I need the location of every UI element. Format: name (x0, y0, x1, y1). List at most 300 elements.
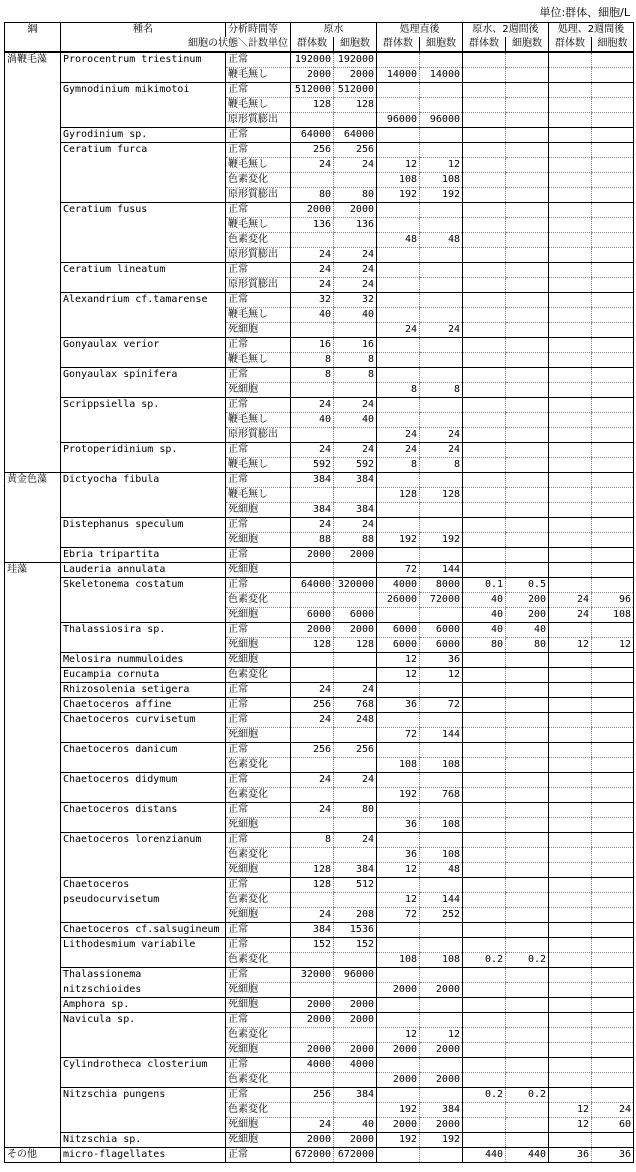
count-cell (463, 908, 506, 923)
count-cell (463, 413, 506, 428)
species-name-cell (61, 608, 226, 623)
count-cell (420, 518, 463, 533)
count-cell: 384 (291, 923, 334, 938)
cell-state-cell: 鞭毛無し (226, 458, 291, 473)
cell-state-cell: 色素変化 (226, 173, 291, 188)
table-row (5, 338, 634, 353)
count-cell (592, 1058, 634, 1073)
species-name-cell (61, 173, 226, 188)
count-cell (377, 878, 420, 893)
species-name-cell (61, 413, 226, 428)
count-cell: 24 (334, 263, 377, 278)
count-cell: 24 (291, 713, 334, 728)
count-cell (377, 278, 420, 293)
class-cell (5, 758, 61, 773)
class-cell (5, 488, 61, 503)
count-cell: 14000 (420, 68, 463, 83)
count-cell: 2000 (420, 1073, 463, 1088)
class-cell (5, 143, 61, 158)
class-cell (5, 728, 61, 743)
class-cell (5, 428, 61, 443)
count-cell (420, 1058, 463, 1073)
count-cell (420, 683, 463, 698)
count-cell: 40 (506, 623, 549, 638)
count-cell: 512 (334, 878, 377, 893)
count-cell: 208 (334, 908, 377, 923)
count-cell (463, 113, 506, 128)
cell-state-cell: 正常 (226, 698, 291, 713)
class-cell (5, 608, 61, 623)
table-row (5, 173, 634, 188)
cell-state-cell: 正常 (226, 1088, 291, 1103)
count-cell: 384 (334, 863, 377, 878)
class-cell: 珪藻 (5, 563, 61, 578)
count-cell (463, 863, 506, 878)
count-cell (463, 248, 506, 263)
table-row (5, 713, 634, 728)
count-cell: 16 (334, 338, 377, 353)
table-row (5, 233, 634, 248)
species-name-cell: Ceratium fusus (61, 203, 226, 218)
count-cell (549, 983, 592, 998)
count-cell: 24 (291, 278, 334, 293)
cell-state-cell: 正常 (226, 338, 291, 353)
class-cell (5, 368, 61, 383)
class-cell (5, 98, 61, 113)
count-cell (377, 1088, 420, 1103)
class-cell (5, 893, 61, 908)
class-cell (5, 788, 61, 803)
class-cell (5, 998, 61, 1013)
table-row (5, 98, 634, 113)
count-cell: 48 (377, 233, 420, 248)
count-cell: 2000 (334, 998, 377, 1013)
class-cell (5, 638, 61, 653)
species-name-cell: Rhizosolenia setigera (61, 683, 226, 698)
count-cell (506, 1118, 549, 1133)
species-name-cell: Ceratium furca (61, 143, 226, 158)
count-cell: 12 (549, 1103, 592, 1118)
cell-state-cell: 死細胞 (226, 863, 291, 878)
count-cell (549, 128, 592, 143)
count-cell: 2000 (291, 548, 334, 563)
count-cell (377, 52, 420, 68)
cell-state-cell: 死細胞 (226, 383, 291, 398)
count-cell (463, 428, 506, 443)
count-cell: 256 (334, 743, 377, 758)
class-cell (5, 158, 61, 173)
count-cell (506, 848, 549, 863)
count-cell (377, 83, 420, 98)
count-cell (549, 278, 592, 293)
species-name-cell (61, 503, 226, 518)
count-cell (377, 713, 420, 728)
count-cell: 6000 (420, 623, 463, 638)
count-cell (506, 398, 549, 413)
cell-state-cell: 色素変化 (226, 758, 291, 773)
count-cell (420, 938, 463, 953)
count-cell: 12 (420, 1028, 463, 1043)
count-cell: 96000 (420, 113, 463, 128)
count-cell (506, 1043, 549, 1058)
count-cell: 12 (592, 638, 634, 653)
count-cell (463, 773, 506, 788)
cell-state-cell: 色素変化 (226, 1028, 291, 1043)
cell-state-cell: 鞭毛無し (226, 68, 291, 83)
count-cell (592, 383, 634, 398)
count-cell (377, 608, 420, 623)
species-name-cell (61, 248, 226, 263)
count-cell (463, 878, 506, 893)
count-cell (420, 923, 463, 938)
count-cell (420, 1148, 463, 1163)
count-cell (549, 653, 592, 668)
count-cell (592, 818, 634, 833)
species-name-cell (61, 908, 226, 923)
count-cell (549, 52, 592, 68)
table-row (5, 893, 634, 908)
count-cell: 768 (334, 698, 377, 713)
count-cell: 192 (420, 1133, 463, 1148)
count-cell: 24 (334, 518, 377, 533)
count-cell (506, 158, 549, 173)
count-cell (549, 68, 592, 83)
count-cell (463, 893, 506, 908)
count-cell (549, 758, 592, 773)
count-cell (506, 653, 549, 668)
count-cell (549, 818, 592, 833)
count-cell: 14000 (377, 68, 420, 83)
count-cell: 36 (592, 1148, 634, 1163)
count-cell (549, 353, 592, 368)
count-cell: 192 (377, 788, 420, 803)
count-cell (549, 683, 592, 698)
count-cell: 24 (334, 278, 377, 293)
class-cell (5, 203, 61, 218)
count-cell (549, 218, 592, 233)
count-cell (377, 353, 420, 368)
count-cell (549, 308, 592, 323)
count-cell: 136 (291, 218, 334, 233)
count-cell (592, 548, 634, 563)
count-cell (506, 1028, 549, 1043)
count-cell (506, 458, 549, 473)
count-cell (506, 308, 549, 323)
count-cell: 0.2 (463, 953, 506, 968)
count-cell: 440 (506, 1148, 549, 1163)
count-cell: 128 (291, 98, 334, 113)
cell-state-cell: 正常 (226, 203, 291, 218)
count-cell: 6000 (420, 638, 463, 653)
table-row (5, 113, 634, 128)
count-cell (549, 533, 592, 548)
analysis-header: 分析時間等 (226, 23, 291, 38)
class-cell (5, 1013, 61, 1028)
count-cell (506, 893, 549, 908)
species-name-cell (61, 323, 226, 338)
count-cell: 24 (291, 398, 334, 413)
count-cell (506, 413, 549, 428)
count-cell: 2000 (291, 1133, 334, 1148)
count-cell (506, 233, 549, 248)
count-cell (592, 878, 634, 893)
count-cell (506, 683, 549, 698)
cell-state-cell: 正常 (226, 1148, 291, 1163)
count-cell: 24 (334, 773, 377, 788)
count-cell (506, 803, 549, 818)
count-cell (549, 848, 592, 863)
count-cell (463, 518, 506, 533)
species-name-cell (61, 233, 226, 248)
count-cell (592, 968, 634, 983)
count-cell (592, 758, 634, 773)
count-cell (377, 518, 420, 533)
count-cell (463, 1043, 506, 1058)
cell-state-cell: 死細胞 (226, 608, 291, 623)
count-cell (334, 953, 377, 968)
count-cell (506, 218, 549, 233)
class-cell (5, 338, 61, 353)
count-cell: 672000 (291, 1148, 334, 1163)
class-cell (5, 323, 61, 338)
count-cell (549, 878, 592, 893)
count-cell (463, 668, 506, 683)
table-row (5, 758, 634, 773)
count-cell (592, 128, 634, 143)
count-cell (291, 818, 334, 833)
count-cell (592, 863, 634, 878)
count-cell (420, 308, 463, 323)
species-name-cell: Ebria tripartita (61, 548, 226, 563)
count-cell (463, 1133, 506, 1148)
cell-state-cell: 鞭毛無し (226, 488, 291, 503)
cell-state-cell: 正常 (226, 52, 291, 68)
count-cell: 256 (291, 743, 334, 758)
count-cell (549, 863, 592, 878)
count-cell (463, 203, 506, 218)
count-cell: 4000 (291, 1058, 334, 1073)
count-cell: 2000 (334, 1043, 377, 1058)
count-cell (592, 788, 634, 803)
species-name-cell (61, 98, 226, 113)
table-row (5, 293, 634, 308)
count-cell (463, 52, 506, 68)
count-cell: 672000 (334, 1148, 377, 1163)
count-cell (463, 1028, 506, 1043)
count-cell (592, 1133, 634, 1148)
count-cell: 24 (291, 263, 334, 278)
count-cell: 64000 (334, 128, 377, 143)
count-cell: 26000 (377, 593, 420, 608)
table-row (5, 863, 634, 878)
count-cell: 252 (420, 908, 463, 923)
count-cell (334, 983, 377, 998)
count-cell: 24 (334, 248, 377, 263)
class-cell (5, 668, 61, 683)
count-cell (549, 803, 592, 818)
count-cell: 2000 (420, 1043, 463, 1058)
count-cell (463, 803, 506, 818)
count-cell (463, 458, 506, 473)
species-name-cell (61, 1073, 226, 1088)
table-row (5, 443, 634, 458)
count-cell: 128 (420, 488, 463, 503)
count-cell: 152 (291, 938, 334, 953)
count-cell (549, 1058, 592, 1073)
species-name-cell (61, 953, 226, 968)
count-cell (506, 758, 549, 773)
count-cell (291, 113, 334, 128)
count-cell (377, 683, 420, 698)
count-cell: 8 (377, 458, 420, 473)
species-name-cell: Chaetoceros curvisetum (61, 713, 226, 728)
count-cell (377, 98, 420, 113)
count-cell (592, 938, 634, 953)
count-cell (549, 158, 592, 173)
count-cell (506, 923, 549, 938)
count-cell (377, 998, 420, 1013)
species-name-cell (61, 863, 226, 878)
count-cell: 24 (291, 683, 334, 698)
cell-state-cell: 死細胞 (226, 653, 291, 668)
class-cell (5, 293, 61, 308)
count-cell (549, 743, 592, 758)
count-cell: 80 (334, 188, 377, 203)
count-cell (463, 998, 506, 1013)
count-cell (506, 563, 549, 578)
count-cell (592, 698, 634, 713)
cell-state-cell: 死細胞 (226, 1133, 291, 1148)
count-cell (549, 968, 592, 983)
count-cell (463, 968, 506, 983)
count-cell: 512000 (334, 83, 377, 98)
class-cell (5, 623, 61, 638)
class-cell (5, 68, 61, 83)
count-cell (549, 908, 592, 923)
count-cell (334, 488, 377, 503)
count-cell (549, 1073, 592, 1088)
count-cell: 2000 (334, 623, 377, 638)
count-cell (463, 263, 506, 278)
count-cell: 72 (377, 563, 420, 578)
count-cell (463, 698, 506, 713)
class-cell (5, 923, 61, 938)
table-row (5, 743, 634, 758)
count-cell (291, 653, 334, 668)
species-name-cell: Scrippsiella sp. (61, 398, 226, 413)
count-cell (506, 938, 549, 953)
count-cell: 12 (377, 653, 420, 668)
count-cell (291, 1028, 334, 1043)
count-cell (506, 1058, 549, 1073)
cell-state-cell: 死細胞 (226, 638, 291, 653)
cell-state-cell: 鞭毛無し (226, 413, 291, 428)
count-cell: 384 (334, 503, 377, 518)
count-cell: 40 (334, 413, 377, 428)
count-cell: 2000 (377, 1118, 420, 1133)
count-cell (592, 173, 634, 188)
count-cell (549, 203, 592, 218)
count-cell (463, 83, 506, 98)
count-cell (549, 473, 592, 488)
cell-state-cell: 色素変化 (226, 668, 291, 683)
count-cell: 256 (291, 143, 334, 158)
table-row (5, 998, 634, 1013)
count-cell (506, 1073, 549, 1088)
count-cell: 88 (334, 533, 377, 548)
count-cell: 80 (334, 803, 377, 818)
table-row (5, 503, 634, 518)
species-name-cell: Prorocentrum triestinum (61, 52, 226, 68)
count-cell: 1536 (334, 923, 377, 938)
species-name-cell (61, 1043, 226, 1058)
class-cell (5, 443, 61, 458)
table-row (5, 1133, 634, 1148)
count-cell (592, 1073, 634, 1088)
count-cell (592, 68, 634, 83)
count-cell (463, 743, 506, 758)
count-cell (506, 548, 549, 563)
count-cell (377, 293, 420, 308)
class-cell: 黄金色藻 (5, 473, 61, 488)
cell-state-cell: 正常 (226, 683, 291, 698)
class-cell (5, 803, 61, 818)
count-cell (592, 488, 634, 503)
species-name-cell: Alexandrium cf.tamarense (61, 293, 226, 308)
count-cell (334, 113, 377, 128)
species-name-cell (61, 638, 226, 653)
count-cell (506, 533, 549, 548)
species-name-cell: Chaetoceros cf.salsugineum (61, 923, 226, 938)
count-cell (592, 278, 634, 293)
subcol-header: 群体数 (549, 37, 592, 52)
count-cell (463, 368, 506, 383)
count-cell: 36 (377, 698, 420, 713)
count-cell: 12 (420, 158, 463, 173)
cell-state-cell: 原形質膨出 (226, 428, 291, 443)
count-cell (592, 52, 634, 68)
table-row (5, 203, 634, 218)
count-cell (549, 83, 592, 98)
count-cell (463, 653, 506, 668)
count-cell (549, 518, 592, 533)
count-cell (549, 548, 592, 563)
table-row (5, 923, 634, 938)
count-cell (463, 173, 506, 188)
count-cell (592, 323, 634, 338)
table-body (5, 52, 634, 1163)
count-cell: 12 (377, 1028, 420, 1043)
count-cell (549, 188, 592, 203)
table-row (5, 548, 634, 563)
class-cell (5, 83, 61, 98)
count-cell (592, 458, 634, 473)
count-cell: 24 (334, 443, 377, 458)
count-cell (463, 128, 506, 143)
class-cell (5, 848, 61, 863)
count-cell: 96000 (334, 968, 377, 983)
count-cell (463, 1103, 506, 1118)
count-cell: 2000 (334, 68, 377, 83)
species-name-cell: Gonyaulax spinifera (61, 368, 226, 383)
count-cell (506, 353, 549, 368)
table-row (5, 83, 634, 98)
count-cell: 96000 (377, 113, 420, 128)
species-name-cell: Eucampia cornuta (61, 668, 226, 683)
count-cell: 8 (334, 353, 377, 368)
count-cell (377, 398, 420, 413)
count-cell (506, 668, 549, 683)
